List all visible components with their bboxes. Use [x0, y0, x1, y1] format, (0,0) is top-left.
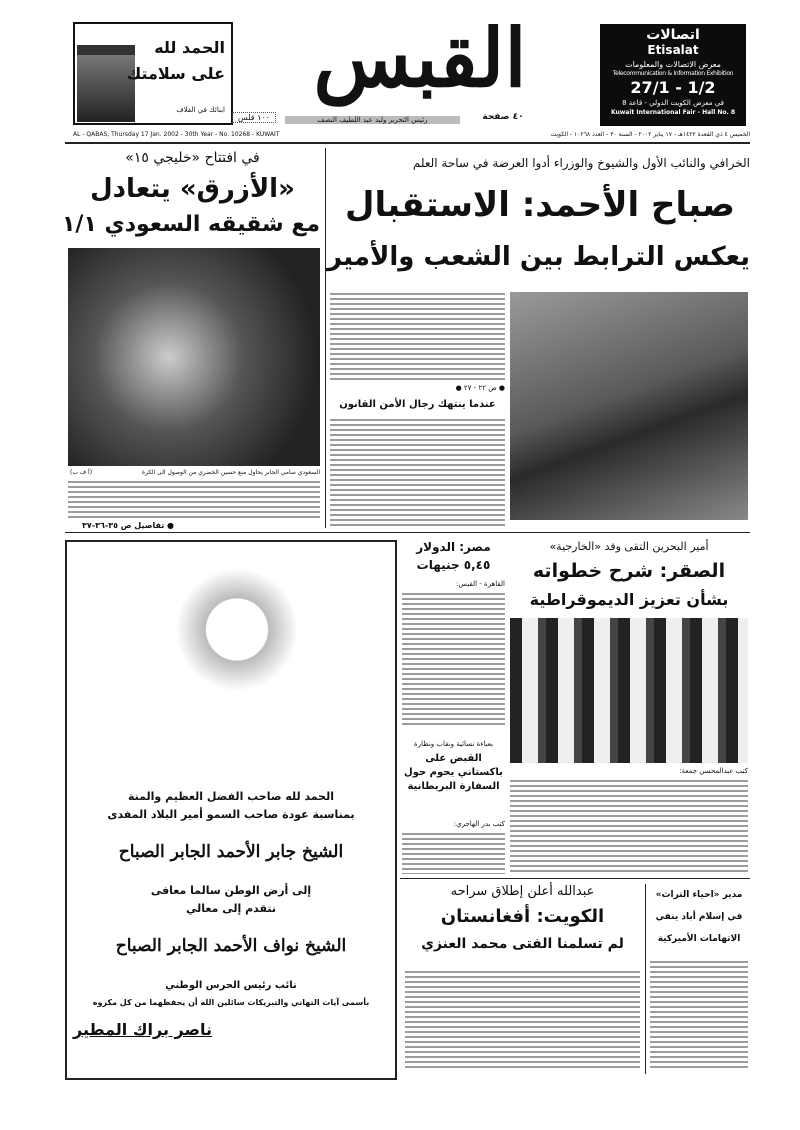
congrats-ad — [65, 540, 397, 1080]
masthead-rule — [65, 142, 750, 144]
etisalat-brand-en: Etisalat — [647, 43, 699, 57]
sports-caption: السعودي سامي الجابر يحاول منع حسين الخضري من الوصول الى الكرة — [141, 469, 320, 476]
egypt-body — [402, 592, 505, 727]
bahrain-headline-2: بشأن تعزيز الديموقراطية — [529, 590, 729, 609]
pakistan-byline: كتب بدر الهاجري: — [453, 820, 505, 828]
congrats-line-5: بأسمى آيات التهاني والتبريكات سائلين الله أن يحفظهما من كل مكروه — [92, 998, 370, 1007]
lower-column-rule — [645, 884, 646, 1074]
sports-kicker: في افتتاح «خليجي ١٥» — [125, 150, 260, 166]
page-count: ٤٠ صفحة — [482, 112, 524, 122]
lead-sub-body — [330, 418, 505, 526]
editor-line: رئيس التحرير وليد عبد اللطيف النصف — [285, 116, 460, 124]
exhibition-dates: 27/1 - 1/2 — [630, 78, 716, 97]
masthead-ad-left — [73, 22, 233, 125]
ad-sub: ابنائك في القلاف — [176, 106, 225, 114]
congrats-line-1: الحمد لله صاحب الفضل العظيم والمنة — [127, 790, 335, 803]
ad-line-1: الحمد لله — [154, 38, 225, 57]
section-rule — [65, 532, 750, 533]
egypt-headline-2: ٥,٤٥ جنيهات — [416, 558, 491, 572]
sports-headline-2: مع شقيقه السعودي ١/١ — [62, 212, 320, 237]
ad-line-2: على سلامتك — [126, 64, 225, 83]
heritage-headline-1: مدير «احياء التراث» — [655, 890, 743, 900]
sports-headline-1: «الأزرق» يتعادل — [90, 174, 295, 204]
congrats-name-1: الشيخ جابر الأحمد الجابر الصباح — [118, 842, 344, 862]
newspaper-logo: القبس — [313, 11, 527, 105]
etisalat-ad — [600, 24, 746, 126]
venue-ar: في معرض الكويت الدولي - قاعة 8 — [622, 99, 724, 107]
egypt-byline: القاهرة - القبس: — [456, 580, 505, 588]
etisalat-brand-ar: اتصالات — [646, 27, 700, 43]
congrats-signature: ناصر براك المطير — [73, 1020, 212, 1039]
afghan-body — [405, 970, 640, 1070]
emir-portrait — [177, 562, 297, 712]
column-rule — [325, 148, 326, 528]
delegation-photo — [510, 618, 748, 763]
lead-body — [330, 292, 505, 380]
bahrain-kicker: أمير البحرين التقى وفد «الخارجية» — [549, 540, 709, 553]
dateline-en: AL - QABAS, Thursday 17 Jan. 2002 - 30th Year - No. 10268 - KUWAIT — [73, 131, 280, 138]
bahrain-headline-1: الصقر: شرح خطواته — [532, 560, 726, 582]
pakistan-body — [402, 832, 505, 874]
heritage-headline-3: الاتهامات الأميركية — [657, 934, 741, 944]
congrats-title-2: نائب رئيس الحرس الوطني — [165, 980, 297, 991]
congrats-line-3: إلى أرض الوطن سالما معافى — [150, 884, 312, 897]
venue-en: Kuwait International Fair - Hall No. 8 — [610, 109, 736, 116]
heritage-body — [650, 960, 748, 1070]
sports-body — [68, 480, 320, 520]
sports-jump: ● تفاصيل ص ٣٥-٣٦-٣٧ — [82, 521, 174, 530]
lead-sub-headline: عندما ينتهك رجال الأمن القانون — [339, 399, 496, 410]
lower-rule — [400, 878, 750, 879]
sports-credit: (أ ف ب) — [70, 469, 93, 476]
afghan-headline-2: لم تسلمنا الفتى محمد العنزي — [421, 936, 624, 952]
dateline-ar: الخميس ٤ ذي القعدة ١٤٢٢هـ - ١٧ يناير ٢٠٠٢ - السنة ٣٠ - العدد ١٠٢٦٨ - الكويت — [550, 131, 750, 138]
lead-kicker: الخرافي والنائب الأول والشيوخ والوزراء أدوا العرضة في ساحة العلم — [412, 156, 750, 170]
flag-photo — [510, 292, 748, 520]
afghan-kicker: عبدالله أعلن إطلاق سراحه — [450, 884, 595, 899]
exhibition-title-en: Telecommunication & Information Exhibition — [612, 70, 734, 77]
exhibition-title-ar: معرض الاتصالات والمعلومات — [625, 60, 721, 69]
lead-headline-1: صباح الأحمد: الاستقبال — [344, 185, 736, 225]
pakistan-kicker: بعباءة نسائية ونقاب ونظارة — [413, 740, 494, 748]
egypt-headline-1: مصر: الدولار — [416, 540, 491, 554]
bahrain-body — [510, 779, 748, 873]
afghan-headline-1: الكويت: أفغانستان — [440, 906, 605, 927]
price: ١٠٠ فلس — [232, 112, 276, 123]
congrats-name-2: الشيخ نواف الأحمد الجابر الصباح — [115, 936, 347, 956]
bahrain-byline: كتب عبدالمحسن جمعة: — [679, 767, 748, 775]
pakistan-headline: القبض على باكستاني يحوم حول السفارة البريطانية — [404, 753, 503, 792]
lead-headline-2: يعكس الترابط بين الشعب والأمير — [327, 242, 750, 272]
lead-jump: ● ص ٢٢ - ٢٧ ● — [455, 384, 505, 392]
football-photo — [68, 248, 320, 466]
congrats-line-2: بمناسبة عودة صاحب السمو أمير البلاد المفدى — [107, 808, 355, 821]
heritage-headline-2: في إسلام أباد ينفي — [655, 912, 743, 922]
congrats-line-4: نتقدم إلى معالي — [185, 902, 277, 915]
